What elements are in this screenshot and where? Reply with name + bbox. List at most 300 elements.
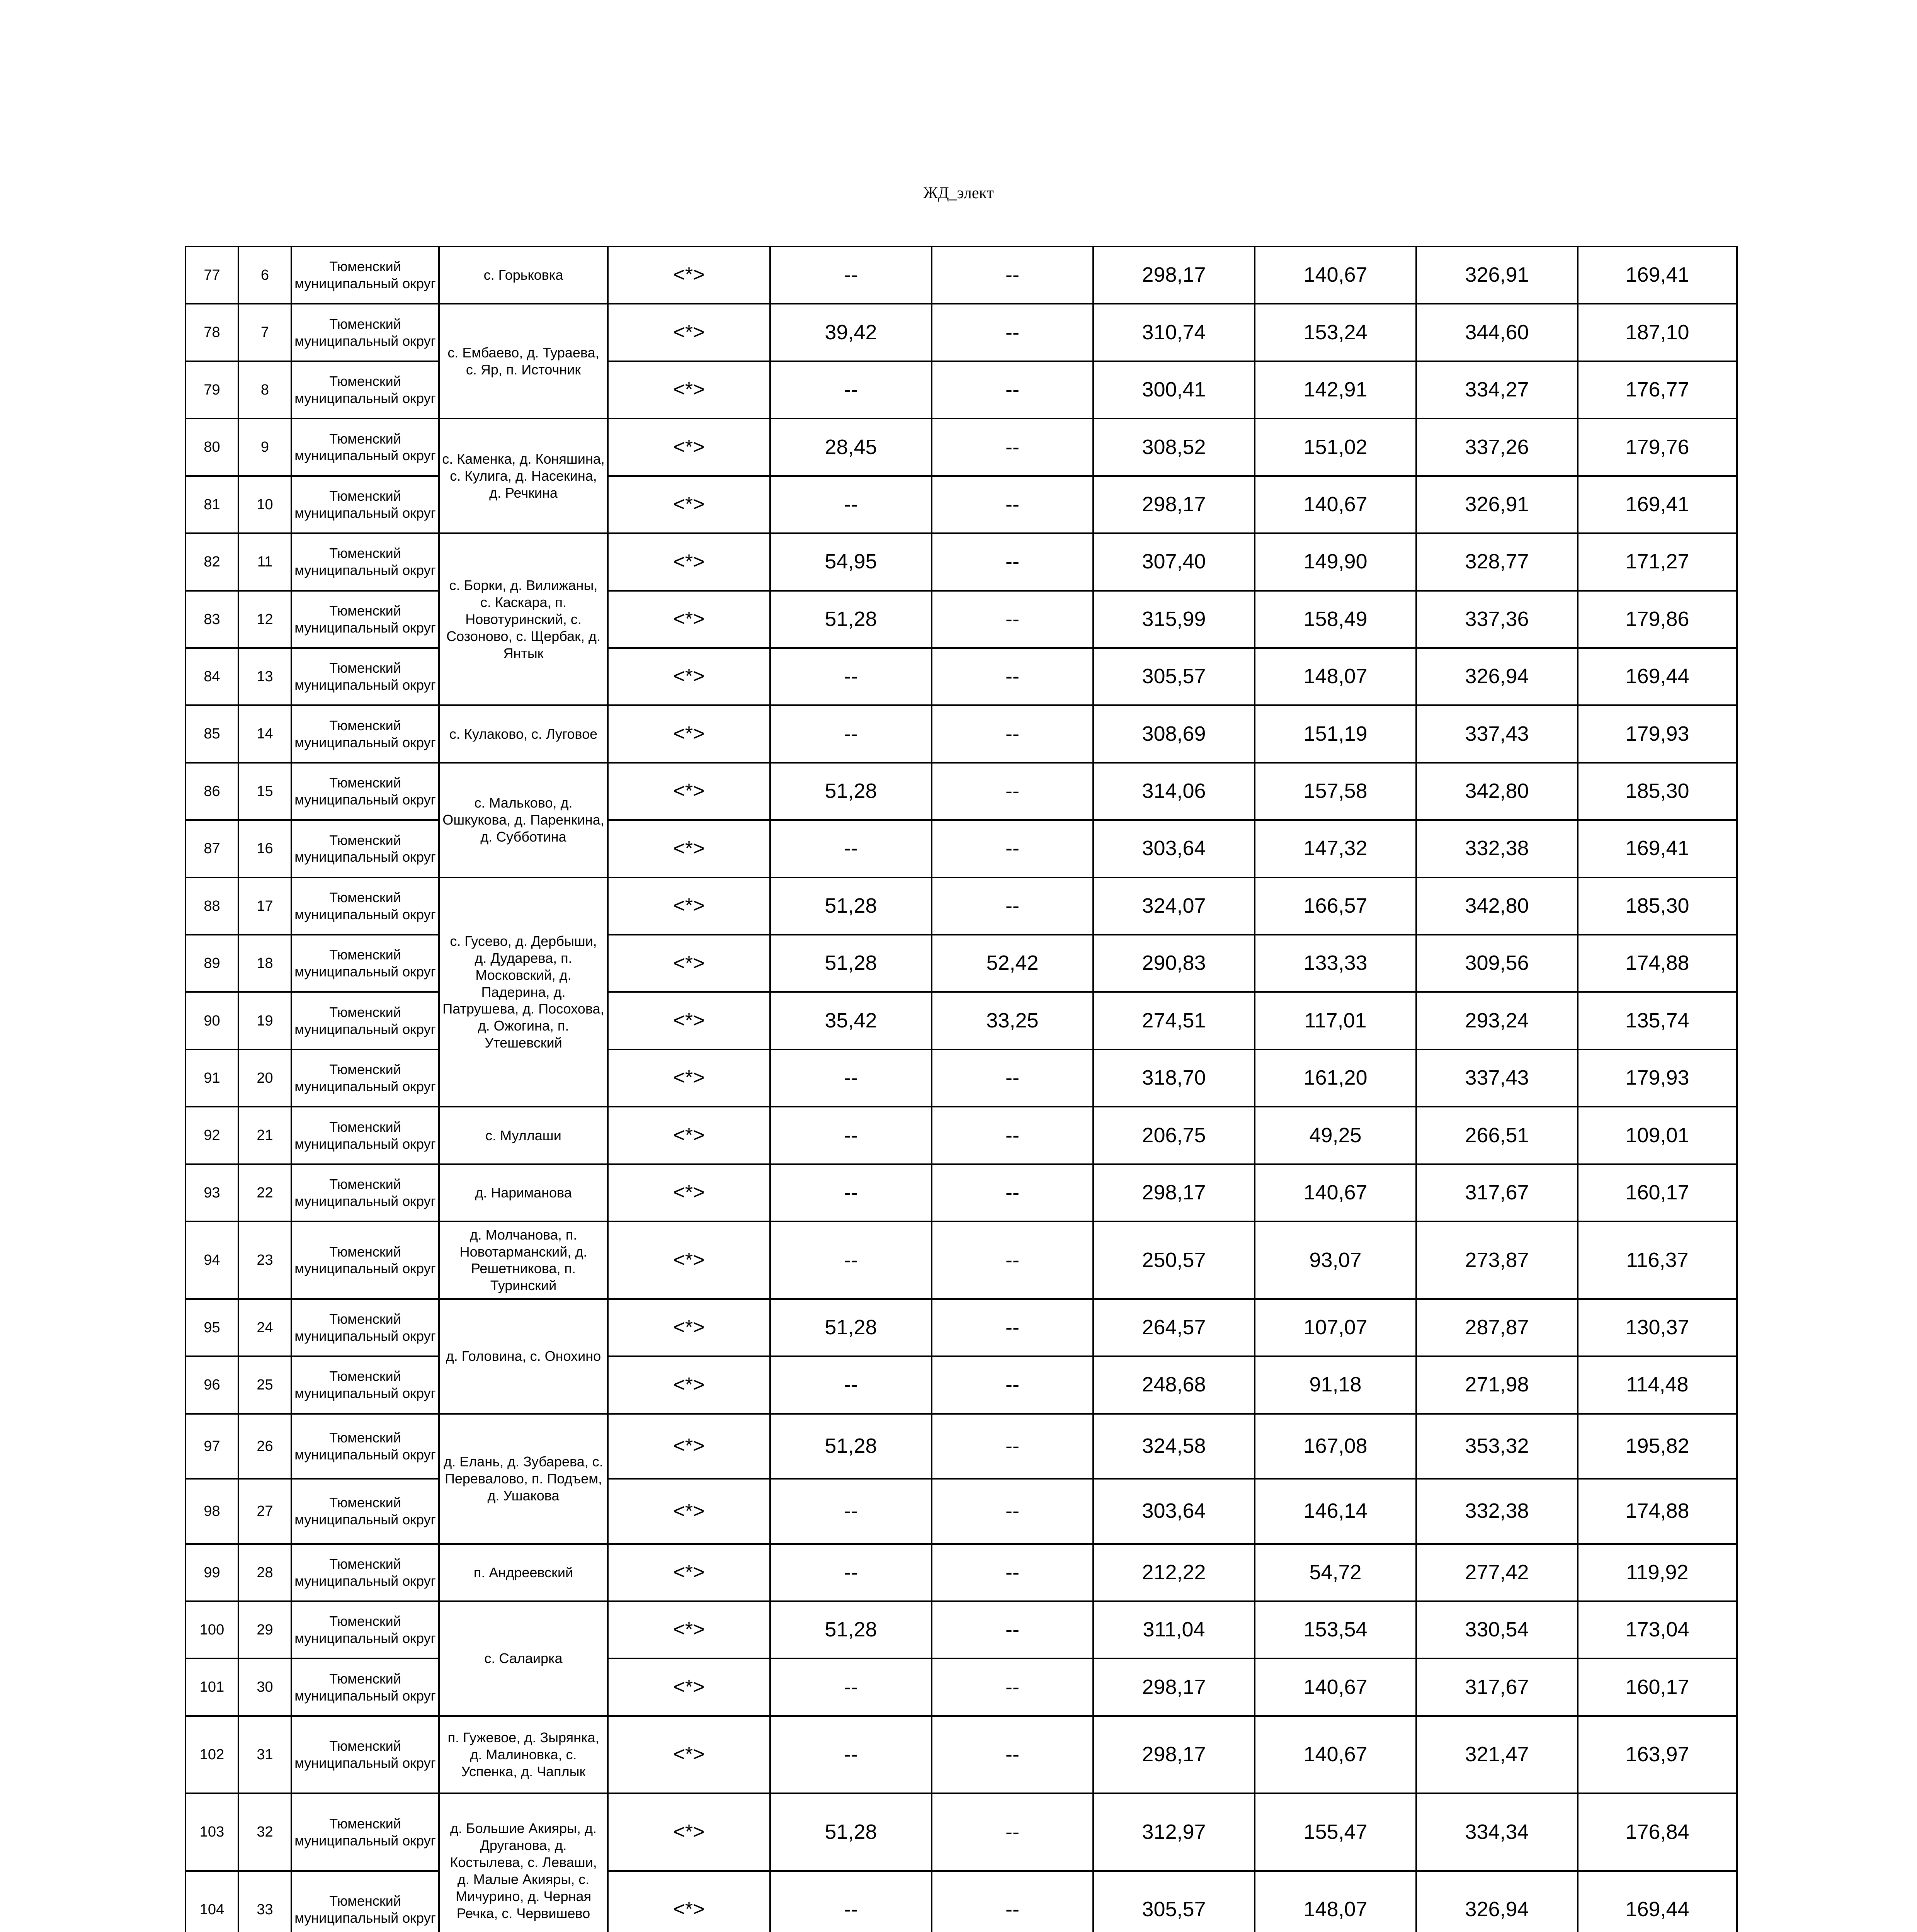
tariff-value-2: --: [932, 361, 1093, 418]
tariff-value-5: 334,27: [1416, 361, 1578, 418]
footnote-marker: <*>: [608, 1221, 770, 1299]
tariff-value-4: 54,72: [1255, 1544, 1416, 1601]
tariff-value-4: 151,02: [1255, 418, 1416, 476]
footnote-marker: <*>: [608, 1299, 770, 1356]
tariff-value-3: 310,74: [1093, 304, 1255, 361]
footnote-marker: <*>: [608, 1871, 770, 1932]
tariff-value-5: 342,80: [1416, 878, 1578, 935]
district-row-number: 12: [238, 591, 291, 648]
page-header: ЖД_элект: [923, 184, 994, 202]
district-name: Тюменский муниципальный округ: [291, 1479, 439, 1544]
tariff-value-2: --: [932, 1658, 1093, 1716]
tariff-value-3: 303,64: [1093, 1479, 1255, 1544]
tariff-value-6: 160,17: [1578, 1658, 1737, 1716]
footnote-marker: <*>: [608, 935, 770, 992]
table-row: [185, 1716, 1737, 1794]
district-name: Тюменский муниципальный округ: [291, 1601, 439, 1658]
tariff-value-4: 142,91: [1255, 361, 1416, 418]
tariff-value-5: 337,36: [1416, 591, 1578, 648]
tariff-value-4: 148,07: [1255, 648, 1416, 705]
footnote-marker: <*>: [608, 418, 770, 476]
footnote-marker: <*>: [608, 361, 770, 418]
tariff-value-4: 140,67: [1255, 1716, 1416, 1794]
tariff-value-4: 151,19: [1255, 705, 1416, 762]
tariff-value-4: 140,67: [1255, 247, 1416, 304]
locality-list: с. Мальково, д. Ошкукова, д. Паренкина, д. Субботина: [439, 763, 608, 878]
tariff-value-1: 51,28: [770, 1299, 932, 1356]
district-row-number: 16: [238, 820, 291, 877]
tariff-value-3: 318,70: [1093, 1049, 1255, 1107]
tariff-value-4: 140,67: [1255, 1164, 1416, 1221]
tariff-value-4: 155,47: [1255, 1793, 1416, 1871]
district-name: Тюменский муниципальный округ: [291, 1164, 439, 1221]
locality-list: д. Елань, д. Зубарева, с. Перевалово, п. Подъем, д. Ушакова: [439, 1414, 608, 1544]
row-number: 85: [185, 705, 238, 762]
tariff-value-3: 264,57: [1093, 1299, 1255, 1356]
footnote-marker: <*>: [608, 1479, 770, 1544]
locality-list: с. Борки, д. Вилижаны, с. Каскара, п. Новотуринский, с. Созоново, с. Щербак, д. Янтык: [439, 533, 608, 705]
tariff-value-6: 174,88: [1578, 1479, 1737, 1544]
footnote-marker: <*>: [608, 648, 770, 705]
tariff-value-3: 324,58: [1093, 1414, 1255, 1479]
tariff-value-5: 337,26: [1416, 418, 1578, 476]
tariff-value-4: 167,08: [1255, 1414, 1416, 1479]
tariff-value-3: 298,17: [1093, 1164, 1255, 1221]
tariff-value-2: --: [932, 1356, 1093, 1413]
district-row-number: 27: [238, 1479, 291, 1544]
row-number: 81: [185, 476, 238, 533]
tariff-value-1: 51,28: [770, 763, 932, 820]
tariff-value-2: --: [932, 1107, 1093, 1164]
tariff-value-6: 187,10: [1578, 304, 1737, 361]
district-row-number: 31: [238, 1716, 291, 1794]
district-row-number: 22: [238, 1164, 291, 1221]
tariff-value-1: --: [770, 1716, 932, 1794]
tariff-value-1: 51,28: [770, 591, 932, 648]
tariff-value-4: 133,33: [1255, 935, 1416, 992]
tariff-value-2: --: [932, 418, 1093, 476]
tariff-value-1: --: [770, 1871, 932, 1932]
tariff-value-1: --: [770, 1049, 932, 1107]
tariff-value-1: 51,28: [770, 1601, 932, 1658]
locality-list: п. Гужевое, д. Зырянка, д. Малиновка, с. Успенка, д. Чаплык: [439, 1716, 608, 1794]
table-row: [185, 935, 1737, 992]
tariff-value-3: 315,99: [1093, 591, 1255, 648]
tariff-value-4: 148,07: [1255, 1871, 1416, 1932]
tariff-value-5: 353,32: [1416, 1414, 1578, 1479]
tariff-value-6: 195,82: [1578, 1414, 1737, 1479]
tariff-value-1: 51,28: [770, 1414, 932, 1479]
tariff-value-5: 328,77: [1416, 533, 1578, 590]
row-number: 92: [185, 1107, 238, 1164]
tariff-value-6: 169,41: [1578, 476, 1737, 533]
district-name: Тюменский муниципальный округ: [291, 648, 439, 705]
tariff-value-1: --: [770, 705, 932, 762]
tariff-value-2: --: [932, 1601, 1093, 1658]
footnote-marker: <*>: [608, 247, 770, 304]
district-row-number: 10: [238, 476, 291, 533]
tariff-value-6: 179,93: [1578, 705, 1737, 762]
tariff-value-2: --: [932, 763, 1093, 820]
tariff-value-5: 337,43: [1416, 705, 1578, 762]
locality-list: д. Большие Акияры, д. Друганова, д. Костылева, с. Леваши, д. Малые Акияры, с. Мичурино, д. Черная Речка, с. Червишево: [439, 1793, 608, 1932]
district-row-number: 7: [238, 304, 291, 361]
tariff-value-6: 174,88: [1578, 935, 1737, 992]
tariff-value-3: 212,22: [1093, 1544, 1255, 1601]
tariff-value-4: 93,07: [1255, 1221, 1416, 1299]
tariff-value-5: 330,54: [1416, 1601, 1578, 1658]
row-number: 94: [185, 1221, 238, 1299]
tariff-value-1: --: [770, 1544, 932, 1601]
tariff-value-5: 277,42: [1416, 1544, 1578, 1601]
district-row-number: 19: [238, 992, 291, 1049]
tariff-value-2: --: [932, 476, 1093, 533]
row-number: 86: [185, 763, 238, 820]
tariff-value-1: --: [770, 648, 932, 705]
table-row: [185, 533, 1737, 590]
table-row: [185, 476, 1737, 533]
tariff-value-4: 146,14: [1255, 1479, 1416, 1544]
district-name: Тюменский муниципальный округ: [291, 1716, 439, 1794]
footnote-marker: <*>: [608, 992, 770, 1049]
tariff-value-1: 51,28: [770, 1793, 932, 1871]
tariff-value-6: 169,44: [1578, 648, 1737, 705]
district-row-number: 33: [238, 1871, 291, 1932]
tariff-table: [185, 246, 1738, 1932]
tariff-value-3: 298,17: [1093, 476, 1255, 533]
locality-list: п. Андреевский: [439, 1544, 608, 1601]
footnote-marker: <*>: [608, 476, 770, 533]
district-name: Тюменский муниципальный округ: [291, 1299, 439, 1356]
district-name: Тюменский муниципальный округ: [291, 1793, 439, 1871]
table-row: [185, 1107, 1737, 1164]
tariff-value-5: 332,38: [1416, 820, 1578, 877]
table-row: [185, 304, 1737, 361]
row-number: 84: [185, 648, 238, 705]
tariff-value-1: 28,45: [770, 418, 932, 476]
table-row: [185, 1221, 1737, 1299]
tariff-value-4: 117,01: [1255, 992, 1416, 1049]
locality-list: с. Салаирка: [439, 1601, 608, 1716]
locality-list: с. Гусево, д. Дербыши, д. Дударева, п. Московский, д. Падерина, д. Патрушева, д. Посохова, д. Ожогина, п. Утешевский: [439, 878, 608, 1107]
tariff-value-1: --: [770, 1356, 932, 1413]
table-row: [185, 591, 1737, 648]
row-number: 79: [185, 361, 238, 418]
table-row: [185, 418, 1737, 476]
tariff-value-2: --: [932, 648, 1093, 705]
tariff-value-2: --: [932, 1871, 1093, 1932]
tariff-value-4: 158,49: [1255, 591, 1416, 648]
table-row: [185, 1299, 1737, 1356]
district-row-number: 32: [238, 1793, 291, 1871]
tariff-value-6: 173,04: [1578, 1601, 1737, 1658]
footnote-marker: <*>: [608, 1356, 770, 1413]
tariff-value-2: --: [932, 1221, 1093, 1299]
tariff-value-2: --: [932, 1716, 1093, 1794]
tariff-value-6: 185,30: [1578, 878, 1737, 935]
table-row: [185, 1164, 1737, 1221]
district-name: Тюменский муниципальный округ: [291, 418, 439, 476]
tariff-value-4: 147,32: [1255, 820, 1416, 877]
tariff-value-1: --: [770, 820, 932, 877]
district-name: Тюменский муниципальный округ: [291, 1107, 439, 1164]
tariff-value-6: 176,77: [1578, 361, 1737, 418]
tariff-value-3: 206,75: [1093, 1107, 1255, 1164]
tariff-value-3: 305,57: [1093, 1871, 1255, 1932]
tariff-value-3: 312,97: [1093, 1793, 1255, 1871]
tariff-value-4: 140,67: [1255, 476, 1416, 533]
tariff-value-4: 49,25: [1255, 1107, 1416, 1164]
tariff-value-5: 326,91: [1416, 476, 1578, 533]
tariff-value-3: 298,17: [1093, 1658, 1255, 1716]
footnote-marker: <*>: [608, 1107, 770, 1164]
footnote-marker: <*>: [608, 1793, 770, 1871]
table-row: [185, 361, 1737, 418]
district-name: Тюменский муниципальный округ: [291, 1049, 439, 1107]
tariff-value-6: 109,01: [1578, 1107, 1737, 1164]
locality-list: д. Молчанова, п. Новотарманский, д. Решетникова, п. Туринский: [439, 1221, 608, 1299]
district-row-number: 18: [238, 935, 291, 992]
tariff-value-3: 307,40: [1093, 533, 1255, 590]
tariff-value-6: 179,86: [1578, 591, 1737, 648]
footnote-marker: <*>: [608, 591, 770, 648]
footnote-marker: <*>: [608, 1601, 770, 1658]
tariff-value-5: 321,47: [1416, 1716, 1578, 1794]
tariff-value-2: --: [932, 1414, 1093, 1479]
tariff-value-6: 163,97: [1578, 1716, 1737, 1794]
row-number: 104: [185, 1871, 238, 1932]
district-row-number: 9: [238, 418, 291, 476]
tariff-value-5: 271,98: [1416, 1356, 1578, 1413]
tariff-value-3: 290,83: [1093, 935, 1255, 992]
footnote-marker: <*>: [608, 1414, 770, 1479]
tariff-value-4: 161,20: [1255, 1049, 1416, 1107]
footnote-marker: <*>: [608, 763, 770, 820]
district-row-number: 14: [238, 705, 291, 762]
table-row: [185, 1871, 1737, 1932]
tariff-value-5: 332,38: [1416, 1479, 1578, 1544]
row-number: 83: [185, 591, 238, 648]
tariff-value-3: 308,69: [1093, 705, 1255, 762]
tariff-value-6: 185,30: [1578, 763, 1737, 820]
tariff-value-6: 130,37: [1578, 1299, 1737, 1356]
tariff-value-2: --: [932, 533, 1093, 590]
tariff-value-1: --: [770, 1221, 932, 1299]
tariff-value-2: --: [932, 705, 1093, 762]
district-name: Тюменский муниципальный округ: [291, 935, 439, 992]
district-name: Тюменский муниципальный округ: [291, 476, 439, 533]
district-name: Тюменский муниципальный округ: [291, 361, 439, 418]
row-number: 99: [185, 1544, 238, 1601]
table-row: [185, 1601, 1737, 1658]
row-number: 97: [185, 1414, 238, 1479]
tariff-value-5: 326,94: [1416, 648, 1578, 705]
tariff-value-4: 107,07: [1255, 1299, 1416, 1356]
row-number: 93: [185, 1164, 238, 1221]
tariff-value-5: 334,34: [1416, 1793, 1578, 1871]
district-row-number: 21: [238, 1107, 291, 1164]
tariff-value-3: 311,04: [1093, 1601, 1255, 1658]
tariff-value-5: 293,24: [1416, 992, 1578, 1049]
row-number: 103: [185, 1793, 238, 1871]
tariff-value-5: 326,94: [1416, 1871, 1578, 1932]
footnote-marker: <*>: [608, 1658, 770, 1716]
tariff-value-5: 309,56: [1416, 935, 1578, 992]
district-name: Тюменский муниципальный округ: [291, 1658, 439, 1716]
tariff-value-2: --: [932, 304, 1093, 361]
district-name: Тюменский муниципальный округ: [291, 763, 439, 820]
tariff-value-2: --: [932, 247, 1093, 304]
tariff-value-3: 303,64: [1093, 820, 1255, 877]
footnote-marker: <*>: [608, 820, 770, 877]
tariff-value-3: 324,07: [1093, 878, 1255, 935]
tariff-value-1: --: [770, 1658, 932, 1716]
table-row: [185, 247, 1737, 304]
tariff-value-6: 169,44: [1578, 1871, 1737, 1932]
tariff-value-2: --: [932, 1793, 1093, 1871]
tariff-value-2: --: [932, 1544, 1093, 1601]
table-row: [185, 1793, 1737, 1871]
tariff-value-4: 153,24: [1255, 304, 1416, 361]
table-row: [185, 1049, 1737, 1107]
footnote-marker: <*>: [608, 533, 770, 590]
row-number: 96: [185, 1356, 238, 1413]
table-row: [185, 1356, 1737, 1413]
locality-list: д. Нариманова: [439, 1164, 608, 1221]
tariff-value-3: 248,68: [1093, 1356, 1255, 1413]
district-name: Тюменский муниципальный округ: [291, 304, 439, 361]
table-row: [185, 992, 1737, 1049]
tariff-value-5: 342,80: [1416, 763, 1578, 820]
tariff-value-3: 274,51: [1093, 992, 1255, 1049]
district-row-number: 29: [238, 1601, 291, 1658]
tariff-value-5: 317,67: [1416, 1658, 1578, 1716]
tariff-value-4: 153,54: [1255, 1601, 1416, 1658]
tariff-value-1: 39,42: [770, 304, 932, 361]
row-number: 77: [185, 247, 238, 304]
tariff-value-2: --: [932, 591, 1093, 648]
tariff-value-1: --: [770, 476, 932, 533]
tariff-value-3: 300,41: [1093, 361, 1255, 418]
tariff-value-3: 298,17: [1093, 1716, 1255, 1794]
tariff-value-5: 344,60: [1416, 304, 1578, 361]
district-row-number: 25: [238, 1356, 291, 1413]
locality-list: с. Ембаево, д. Тураева, с. Яр, п. Источник: [439, 304, 608, 418]
tariff-value-5: 337,43: [1416, 1049, 1578, 1107]
table-row: [185, 820, 1737, 877]
row-number: 89: [185, 935, 238, 992]
tariff-value-2: --: [932, 1164, 1093, 1221]
locality-list: с. Горьковка: [439, 247, 608, 304]
tariff-value-6: 169,41: [1578, 247, 1737, 304]
row-number: 91: [185, 1049, 238, 1107]
district-row-number: 24: [238, 1299, 291, 1356]
tariff-value-3: 305,57: [1093, 648, 1255, 705]
district-row-number: 15: [238, 763, 291, 820]
district-row-number: 6: [238, 247, 291, 304]
district-row-number: 17: [238, 878, 291, 935]
district-name: Тюменский муниципальный округ: [291, 1414, 439, 1479]
tariff-value-6: 179,93: [1578, 1049, 1737, 1107]
district-row-number: 28: [238, 1544, 291, 1601]
tariff-value-6: 135,74: [1578, 992, 1737, 1049]
tariff-value-5: 266,51: [1416, 1107, 1578, 1164]
tariff-value-2: 33,25: [932, 992, 1093, 1049]
district-row-number: 20: [238, 1049, 291, 1107]
district-name: Тюменский муниципальный округ: [291, 1221, 439, 1299]
row-number: 80: [185, 418, 238, 476]
tariff-value-6: 169,41: [1578, 820, 1737, 877]
district-name: Тюменский муниципальный округ: [291, 533, 439, 590]
tariff-value-2: --: [932, 1049, 1093, 1107]
tariff-value-5: 273,87: [1416, 1221, 1578, 1299]
footnote-marker: <*>: [608, 1716, 770, 1794]
table-row: [185, 878, 1737, 935]
footnote-marker: <*>: [608, 1164, 770, 1221]
district-name: Тюменский муниципальный округ: [291, 1544, 439, 1601]
district-row-number: 30: [238, 1658, 291, 1716]
row-number: 78: [185, 304, 238, 361]
district-row-number: 23: [238, 1221, 291, 1299]
tariff-value-3: 308,52: [1093, 418, 1255, 476]
tariff-value-2: --: [932, 878, 1093, 935]
tariff-value-1: 51,28: [770, 935, 932, 992]
footnote-marker: <*>: [608, 304, 770, 361]
table-row: [185, 763, 1737, 820]
table-row: [185, 648, 1737, 705]
row-number: 100: [185, 1601, 238, 1658]
tariff-value-1: 35,42: [770, 992, 932, 1049]
tariff-value-1: --: [770, 247, 932, 304]
tariff-value-1: --: [770, 1107, 932, 1164]
locality-list: с. Муллаши: [439, 1107, 608, 1164]
tariff-value-6: 114,48: [1578, 1356, 1737, 1413]
tariff-value-2: --: [932, 820, 1093, 877]
tariff-value-6: 116,37: [1578, 1221, 1737, 1299]
tariff-table-container: [185, 246, 1736, 1932]
tariff-value-2: --: [932, 1479, 1093, 1544]
district-name: Тюменский муниципальный округ: [291, 992, 439, 1049]
district-row-number: 26: [238, 1414, 291, 1479]
tariff-value-4: 157,58: [1255, 763, 1416, 820]
row-number: 98: [185, 1479, 238, 1544]
tariff-value-3: 314,06: [1093, 763, 1255, 820]
footnote-marker: <*>: [608, 705, 770, 762]
row-number: 82: [185, 533, 238, 590]
district-name: Тюменский муниципальный округ: [291, 1871, 439, 1932]
district-row-number: 8: [238, 361, 291, 418]
district-name: Тюменский муниципальный округ: [291, 820, 439, 877]
footnote-marker: <*>: [608, 1544, 770, 1601]
row-number: 88: [185, 878, 238, 935]
district-name: Тюменский муниципальный округ: [291, 1356, 439, 1413]
row-number: 95: [185, 1299, 238, 1356]
footnote-marker: <*>: [608, 878, 770, 935]
district-name: Тюменский муниципальный округ: [291, 591, 439, 648]
tariff-value-6: 119,92: [1578, 1544, 1737, 1601]
row-number: 87: [185, 820, 238, 877]
tariff-value-1: 54,95: [770, 533, 932, 590]
tariff-value-5: 287,87: [1416, 1299, 1578, 1356]
tariff-value-1: --: [770, 1164, 932, 1221]
table-row: [185, 1479, 1737, 1544]
district-row-number: 13: [238, 648, 291, 705]
tariff-value-5: 317,67: [1416, 1164, 1578, 1221]
district-name: Тюменский муниципальный округ: [291, 247, 439, 304]
tariff-value-2: --: [932, 1299, 1093, 1356]
tariff-value-1: 51,28: [770, 878, 932, 935]
tariff-value-5: 326,91: [1416, 247, 1578, 304]
